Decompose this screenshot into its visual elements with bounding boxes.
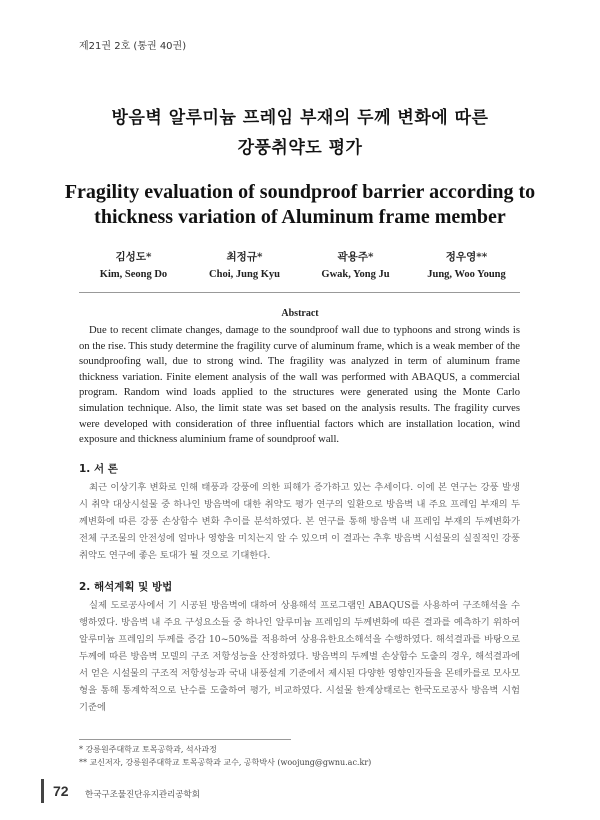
author-name-english: Kim, Seong Do <box>99 269 168 280</box>
footnote-divider <box>79 739 291 740</box>
author-list <box>78 249 522 280</box>
section-2-text: 실제 도로공사에서 기 시공된 방음벽에 대하여 상용해석 프로그램인 ABAQUS를 사용하여 구조해석을 수행하였다. 방음벽 내 주요 구성요소들 중 하나인 알루미늄 프레임의 두께변화에 따른 결과를 예측하기 위하여 알루미늄 프레임의 두께를 증감 10~50%를 적용하여 상용유한요소해석을 수행하였다. 해석결과를 바탕으로 두께에 따른 방음벽 모델의 구조 저항성능을 산정하였다. 방음벽의 두께별 손상함수 도출의 경우, 해석결과에서 얻은 시설물의 구조적 저항성능과 국내 내풍설계 기준에서 제시된 다양한 영향인자들을 몬테카를로 모사모형을 통해 통계학적으로 난수를 도출하여 평가, 비교하였다. 시설물 한계상태로는 한국도로공사 방음벽 시험기준에 <box>79 600 520 713</box>
author <box>189 249 300 280</box>
author-divider <box>79 292 520 293</box>
author-name-english: Gwak, Yong Ju <box>321 269 390 280</box>
author-name-korean: 최정규* <box>226 251 263 263</box>
issue-header: 제21권 2호 (통권 40권) <box>79 41 187 52</box>
author-name-korean: 김성도* <box>115 251 152 263</box>
abstract-heading: Abstract <box>281 308 319 319</box>
journal-name: 한국구조물진단유지관리공학회 <box>85 790 200 800</box>
footnote-2: ** 교신저자, 강릉원주대학교 토목공학과 교수, 공학박사 (woojung@gwnu.ac.kr) <box>79 758 372 767</box>
author <box>300 249 411 280</box>
author-name-english: Jung, Woo Young <box>427 269 506 280</box>
author <box>411 249 522 280</box>
footer-bar <box>41 779 44 803</box>
page-number: 72 <box>53 783 69 799</box>
section-1-text: 최근 이상기후 변화로 인해 태풍과 강풍에 의한 피해가 증가하고 있는 추세이다. 이에 본 연구는 강풍 발생 시 취약 대상시설물 중 하나인 방음벽에 대한 취약도 평가 연구의 일환으로 방음벽 내 주요 프레임 부재의 두께변화에 따른 강풍 손상함수 변화 추이를 분석하였다. 본 연구를 통해 방음벽 내 프레임 부재의 두께변화가 전체 구조물의 안전성에 얼마나 영향을 미치는지 알 수 있으며 이 결과는 추후 방음벽 시설물의 실질적인 강풍 취약도 연구에 좋은 토대가 될 것으로 기대한다. <box>79 482 520 561</box>
abstract-text: Due to recent climate changes, damage to the soundproof wall due to typhoons and strong winds is on the rise. This study determine the fragility curve of aluminum frame, which is a weak member of the soundproofing wall, due to strong wind. The fragility was analyzed in term of aluminum frame thickness variation. Finite element analysis of the wall was performed with ABAQUS, a commercial program. Random wind loads applied to the structures were generated using the Monte Carlo simulation technique. Also, the limit state was set based on the analysis results. The fragility curves were developed with consideration of three influential factors which are installation location, wind exposure and thickness aluminium frame of soundproof wall. <box>79 325 520 446</box>
author-name-korean: 곽용주* <box>337 251 374 263</box>
author-name-english: Choi, Jung Kyu <box>209 269 280 280</box>
footnote-1: * 강릉원주대학교 토목공학과, 석사과정 <box>79 745 217 754</box>
author <box>78 249 189 280</box>
korean-title-line-2: 강풍취약도 평가 <box>237 138 363 158</box>
author-name-korean: 정우영** <box>445 251 488 263</box>
english-title-line-1: Fragility evaluation of soundproof barrier according to <box>64 181 536 203</box>
section-1-heading: 1. 서 론 <box>79 463 118 475</box>
korean-title-line-1: 방음벽 알루미늄 프레임 부재의 두께 변화에 따른 <box>111 108 489 128</box>
section-2-heading: 2. 해석계획 및 방법 <box>79 581 173 593</box>
english-title-line-2: thickness variation of Aluminum frame member <box>94 206 506 228</box>
